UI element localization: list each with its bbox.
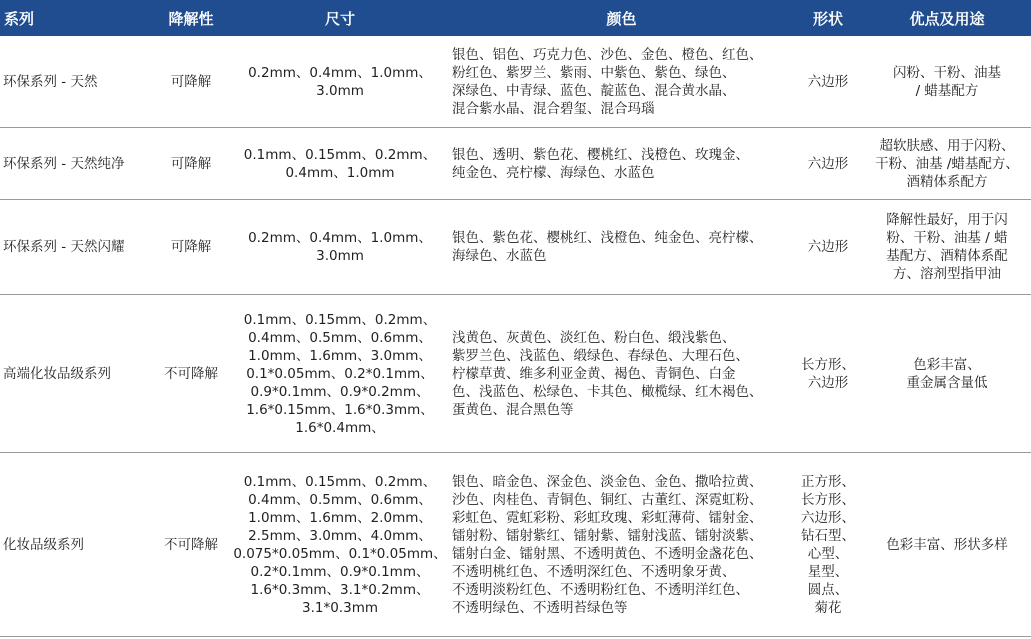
header-degradability: 降解性 bbox=[152, 0, 230, 37]
table-row bbox=[0, 128, 1031, 200]
table-row bbox=[0, 295, 1031, 453]
table-row bbox=[0, 37, 1031, 128]
shape-cell: 六边形 bbox=[793, 200, 863, 295]
colors-cell: 银色、透明、紫色花、樱桃红、浅橙色、玫瑰金、 纯金色、亮柠檬、海绿色、水蓝色 bbox=[450, 128, 793, 200]
shape-cell: 长方形、 六边形 bbox=[793, 295, 863, 453]
degradability-cell: 不可降解 bbox=[152, 453, 230, 637]
series-cell: 高端化妆品级系列 bbox=[0, 295, 152, 453]
series-cell: 环保系列 - 天然纯净 bbox=[0, 128, 152, 200]
header-use: 优点及用途 bbox=[863, 0, 1031, 37]
use-cell: 降解性最好，用于闪 粉、干粉、油基 / 蜡 基配方、酒精体系配 方、溶剂型指甲油 bbox=[863, 200, 1031, 295]
use-cell: 闪粉、干粉、油基 / 蜡基配方 bbox=[863, 37, 1031, 128]
use-cell: 色彩丰富、形状多样 bbox=[863, 453, 1031, 637]
table-header-row bbox=[0, 0, 1031, 37]
size-cell: 0.1mm、0.15mm、0.2mm、 0.4mm、1.0mm bbox=[230, 128, 450, 200]
size-cell: 0.2mm、0.4mm、1.0mm、3.0mm bbox=[230, 37, 450, 128]
degradability-cell: 可降解 bbox=[152, 37, 230, 128]
degradability-cell: 不可降解 bbox=[152, 295, 230, 453]
size-cell: 0.1mm、0.15mm、0.2mm、 0.4mm、0.5mm、0.6mm、 1.0mm、1.6mm、3.0mm、 0.1*0.05mm、0.2*0.1mm、 0.9*0.1mm、0.9*0.2mm、 1.6*0.15mm、1.6*0.3mm、 1.6*0.4mm、 bbox=[230, 295, 450, 453]
series-cell: 环保系列 - 天然闪耀 bbox=[0, 200, 152, 295]
degradability-cell: 可降解 bbox=[152, 128, 230, 200]
header-size: 尺寸 bbox=[230, 0, 450, 37]
use-cell: 超软肤感、用于闪粉、 干粉、油基 /蜡基配方、 酒精体系配方 bbox=[863, 128, 1031, 200]
table-row bbox=[0, 453, 1031, 637]
degradability-cell: 可降解 bbox=[152, 200, 230, 295]
shape-cell: 正方形、 长方形、 六边形、 钻石型、 心型、 星型、 圆点、 菊花 bbox=[793, 453, 863, 637]
shape-cell: 六边形 bbox=[793, 128, 863, 200]
series-cell: 化妆品级系列 bbox=[0, 453, 152, 637]
size-cell: 0.2mm、0.4mm、1.0mm、3.0mm bbox=[230, 200, 450, 295]
colors-cell: 浅黄色、灰黄色、淡红色、粉白色、缎浅紫色、 紫罗兰色、浅蓝色、缎绿色、春绿色、大理石色、 柠檬草黄、维多利亚金黄、褐色、青铜色、白金 色、浅蓝色、松绿色、卡其色、橄榄绿、红木褐色、 蛋黄色、混合黑色等 bbox=[450, 295, 793, 453]
shape-cell: 六边形 bbox=[793, 37, 863, 128]
header-series: 系列 bbox=[0, 0, 152, 37]
colors-cell: 银色、紫色花、樱桃红、浅橙色、纯金色、亮柠檬、 海绿色、水蓝色 bbox=[450, 200, 793, 295]
use-cell: 色彩丰富、 重金属含量低 bbox=[863, 295, 1031, 453]
header-colors: 颜色 bbox=[450, 0, 793, 37]
table-row bbox=[0, 200, 1031, 295]
header-shape: 形状 bbox=[793, 0, 863, 37]
series-cell: 环保系列 - 天然 bbox=[0, 37, 152, 128]
size-cell: 0.1mm、0.15mm、0.2mm、 0.4mm、0.5mm、0.6mm、 1.0mm、1.6mm、2.0mm、 2.5mm、3.0mm、4.0mm、 0.075*0.05mm、0.1*0.05mm、 0.2*0.1mm、0.9*0.1mm、 1.6*0.3mm、3.1*0.2mm、 3.1*0.3mm bbox=[230, 453, 450, 637]
colors-cell: 银色、铝色、巧克力色、沙色、金色、橙色、红色、 粉红色、紫罗兰、紫雨、中紫色、紫色、绿色、 深绿色、中青绿、蓝色、靛蓝色、混合黄水晶、 混合紫水晶、混合碧玺、混合玛瑙 bbox=[450, 37, 793, 128]
colors-cell: 银色、暗金色、深金色、淡金色、金色、撒哈拉黄、 沙色、肉桂色、青铜色、铜红、古董红、深霓虹粉、 彩虹色、霓虹彩粉、彩虹玫瑰、彩虹薄荷、镭射金、 镭射粉、镭射紫红、镭射紫、镭射浅蓝、镭射淡紫、 镭射白金、镭射黑、不透明黄色、不透明金盏花色、 不透明桃红色、不透明深红色、不透明象牙黄、 不透明淡粉红色、不透明粉红色、不透明洋红色、 不透明绿色、不透明苔绿色等 bbox=[450, 453, 793, 637]
